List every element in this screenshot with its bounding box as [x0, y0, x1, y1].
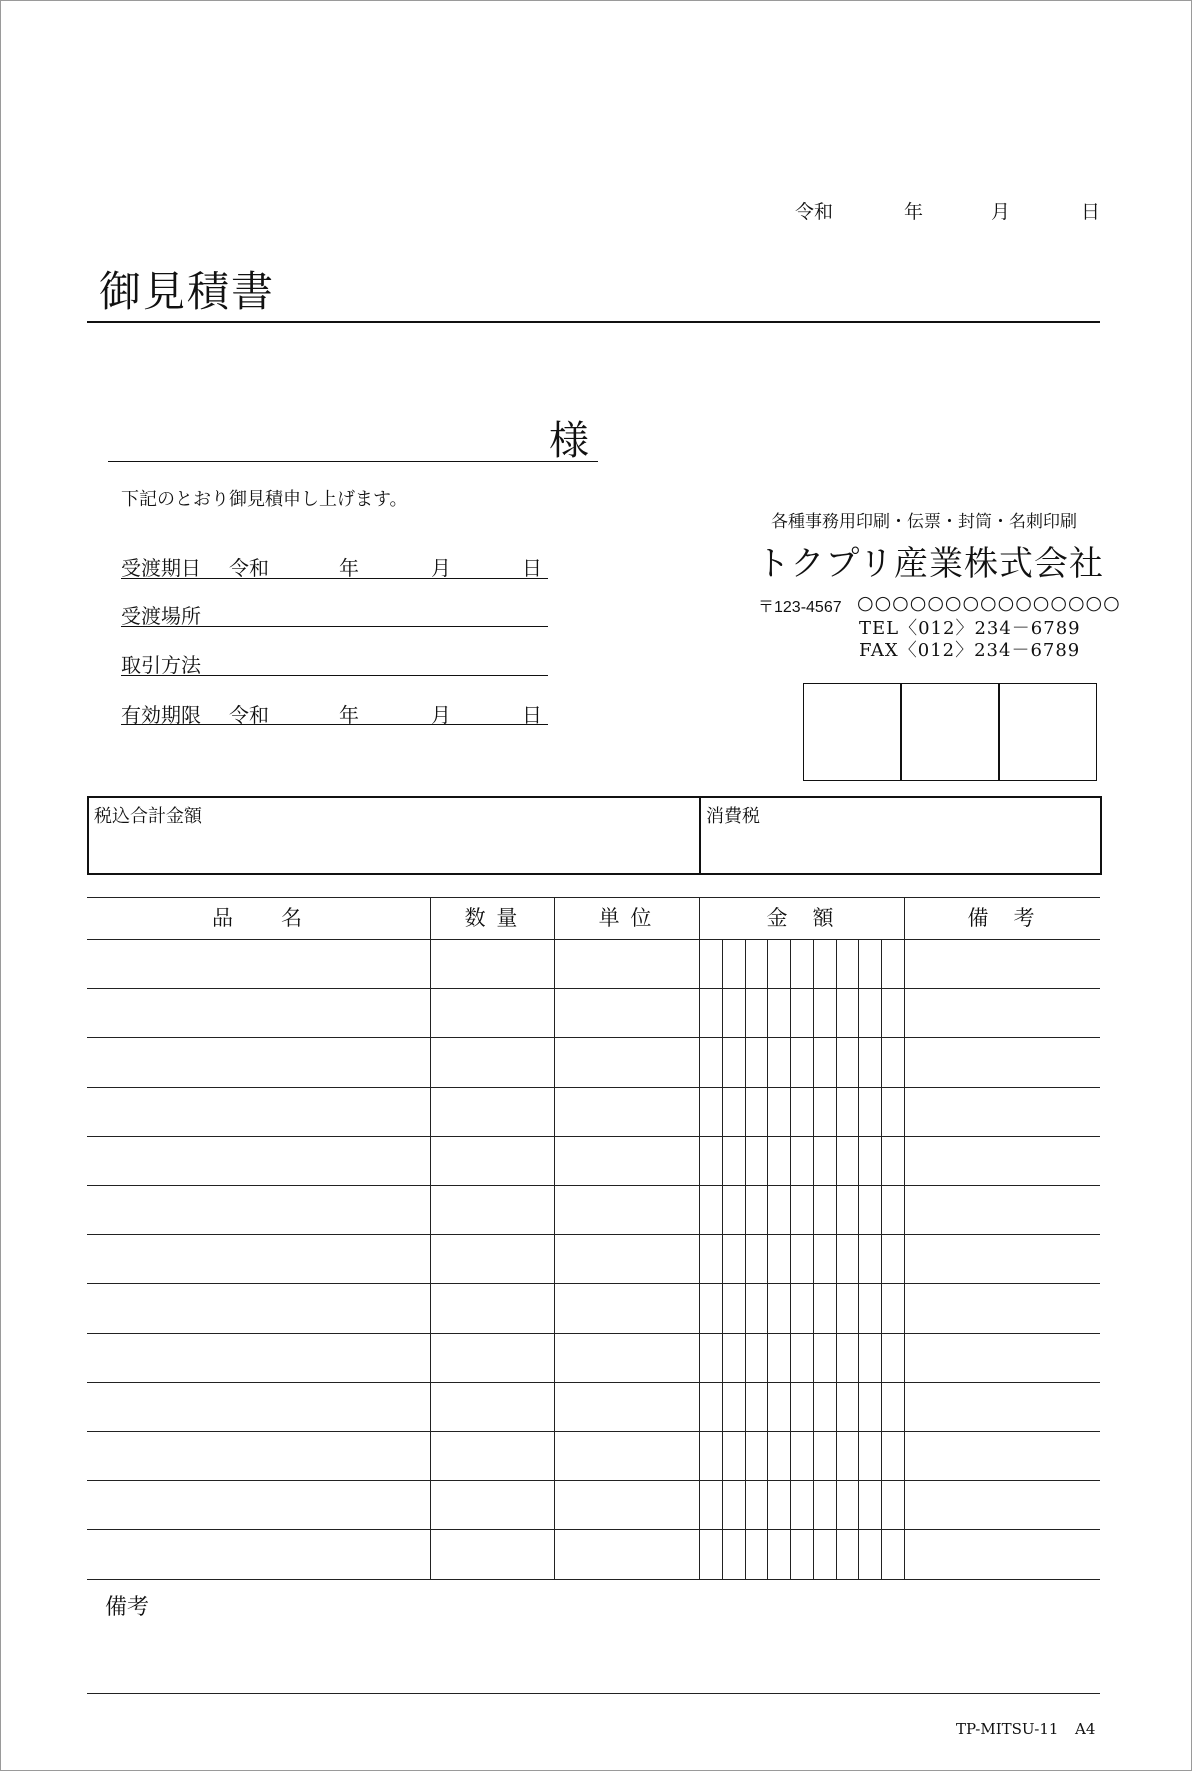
- table-row[interactable]: [87, 1529, 1100, 1578]
- table-row[interactable]: [87, 1480, 1100, 1529]
- table-row[interactable]: [87, 1087, 1100, 1136]
- delivery-place-line[interactable]: [121, 626, 548, 627]
- amount-digit-rule: [767, 939, 768, 1579]
- date-year: 年: [904, 201, 924, 223]
- form-code: TP-MITSU-11: [956, 1720, 1059, 1738]
- table-row[interactable]: [87, 1431, 1100, 1480]
- payment-method-label: 取引方法: [121, 653, 201, 677]
- total-amount-label: 税込合計金額: [94, 806, 202, 827]
- recipient-line[interactable]: [108, 461, 598, 462]
- totals-box: [87, 796, 1102, 875]
- stamp-box-2[interactable]: [901, 683, 999, 781]
- stamp-box-1[interactable]: [803, 683, 901, 781]
- delivery-date-era: 令和: [229, 556, 269, 580]
- company-address: ○○○○○○○○○○○○○○○: [857, 592, 1121, 614]
- header-amount: 金 額: [766, 906, 836, 930]
- company-fax: FAX〈012〉234－6789: [859, 640, 1081, 661]
- company-tel: TEL〈012〉234－6789: [859, 618, 1081, 639]
- table-top-rule: [87, 897, 1100, 898]
- table-column-rule: [699, 897, 700, 1579]
- payment-method-line[interactable]: [121, 675, 548, 676]
- delivery-date-month: 月: [431, 556, 451, 580]
- table-row[interactable]: [87, 939, 1100, 988]
- table-row[interactable]: [87, 1283, 1100, 1332]
- amount-digit-rule: [722, 939, 723, 1579]
- amount-digit-rule: [881, 939, 882, 1579]
- table-column-rule: [554, 897, 555, 1579]
- header-remarks: 備 考: [967, 906, 1037, 930]
- valid-until-month: 月: [431, 703, 451, 727]
- delivery-date-line[interactable]: [121, 578, 548, 579]
- page-title: 御見積書: [99, 267, 276, 316]
- table-row[interactable]: [87, 1333, 1100, 1382]
- table-row-rule: [87, 1579, 1100, 1580]
- amount-digit-rule: [858, 939, 859, 1579]
- header-item-name: 品 名: [212, 906, 304, 930]
- table-row[interactable]: [87, 1136, 1100, 1185]
- table-column-rule: [430, 897, 431, 1579]
- amount-digit-rule: [790, 939, 791, 1579]
- table-row[interactable]: [87, 1185, 1100, 1234]
- date-day: 日: [1081, 201, 1101, 223]
- valid-until-label: 有効期限: [121, 703, 201, 727]
- valid-until-line[interactable]: [121, 724, 548, 725]
- remarks-label: 備考: [105, 1595, 150, 1620]
- title-rule: [87, 321, 1100, 323]
- date-era: 令和: [795, 201, 834, 223]
- company-name: トクプリ産業株式会社: [756, 544, 1104, 584]
- delivery-date-label: 受渡期日: [121, 556, 201, 580]
- consumption-tax-label: 消費税: [706, 806, 760, 827]
- table-row[interactable]: [87, 988, 1100, 1037]
- valid-until-era: 令和: [229, 703, 269, 727]
- amount-digit-rule: [836, 939, 837, 1579]
- stamp-box-3[interactable]: [999, 683, 1097, 781]
- table-row[interactable]: [87, 1382, 1100, 1431]
- table-row[interactable]: [87, 1234, 1100, 1283]
- paper-size: A4: [1075, 1720, 1096, 1738]
- date-month: 月: [991, 201, 1011, 223]
- table-column-rule: [904, 897, 905, 1579]
- delivery-place-label: 受渡場所: [121, 604, 201, 628]
- totals-divider: [699, 796, 701, 875]
- header-unit: 単 位: [598, 906, 654, 930]
- amount-digit-rule: [813, 939, 814, 1579]
- valid-until-year: 年: [339, 703, 359, 727]
- company-postal: 〒123-4567: [758, 599, 842, 616]
- table-row[interactable]: [87, 1037, 1100, 1086]
- recipient-honorific: 様: [549, 418, 589, 464]
- remarks-bottom-rule: [87, 1693, 1100, 1694]
- company-tagline: 各種事務用印刷・伝票・封筒・名刺印刷: [771, 512, 1077, 532]
- delivery-date-day: 日: [522, 556, 542, 580]
- header-quantity: 数 量: [464, 906, 520, 930]
- intro-text: 下記のとおり御見積申し上げます。: [121, 489, 408, 510]
- amount-digit-rule: [745, 939, 746, 1579]
- valid-until-day: 日: [522, 703, 542, 727]
- delivery-date-year: 年: [339, 556, 359, 580]
